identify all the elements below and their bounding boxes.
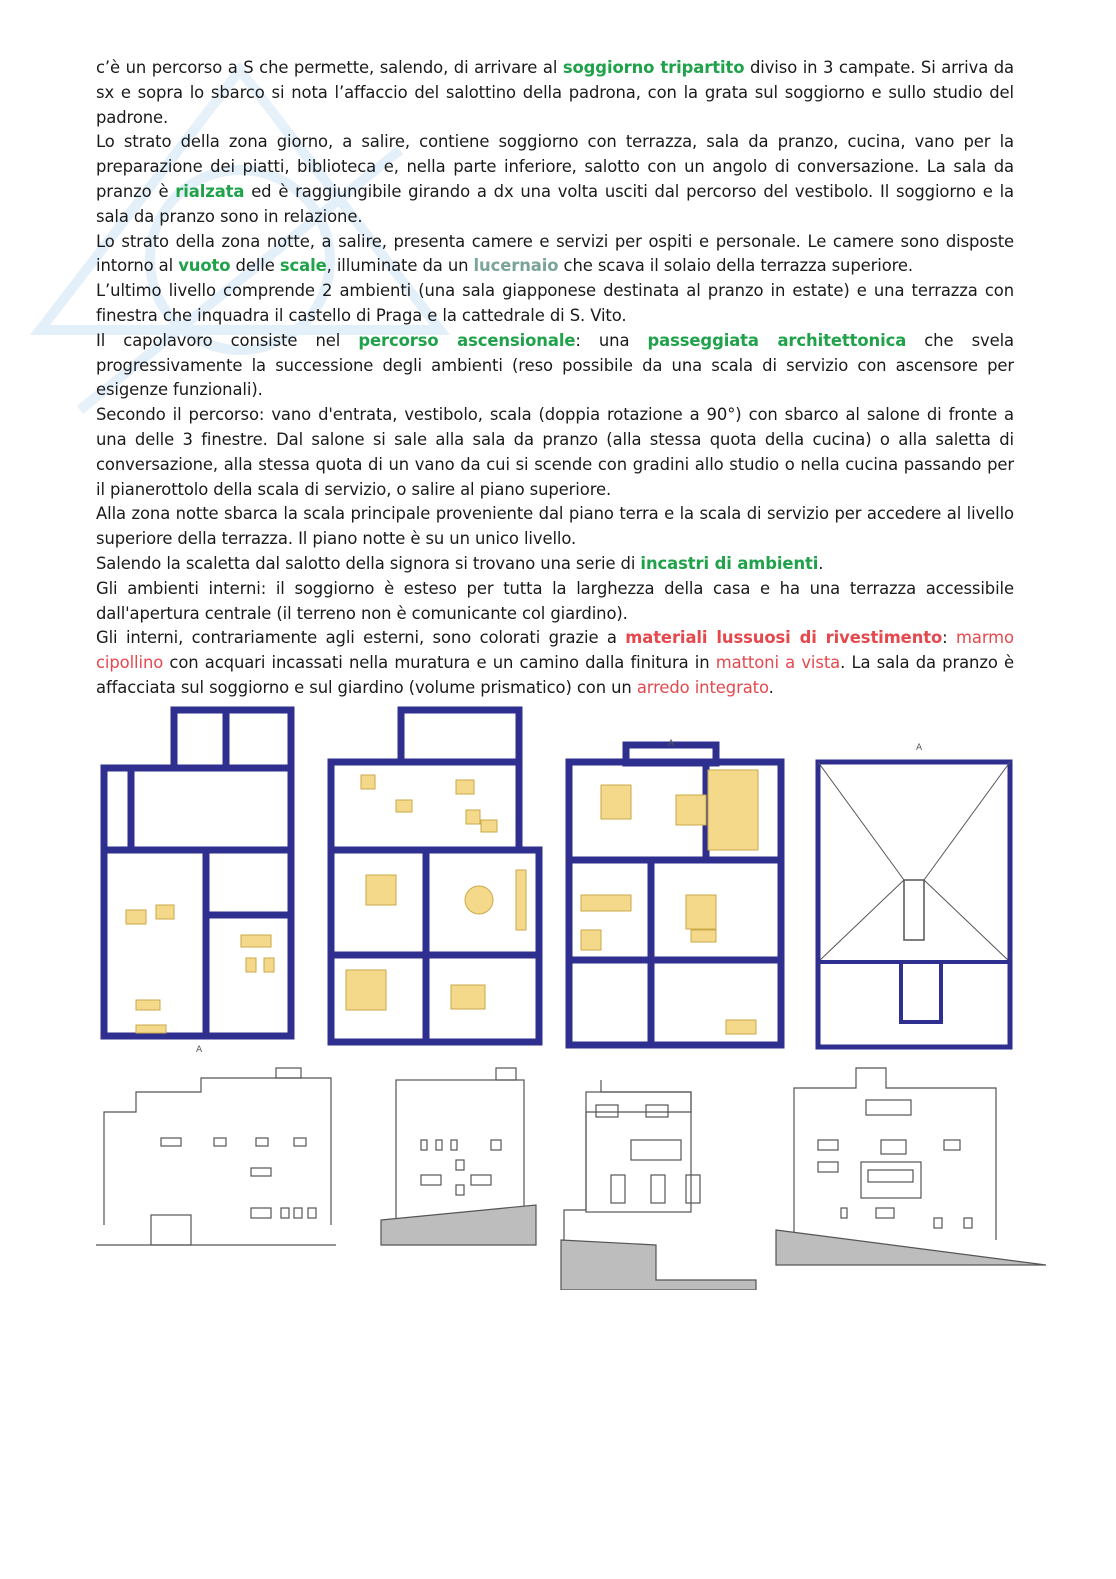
highlighted-term: incastri di ambienti [640, 553, 819, 573]
highlighted-term: percorso a S [151, 58, 254, 77]
text-run: Lo [96, 132, 124, 152]
plan-ground-floor [104, 710, 291, 1036]
text-run: con finestra che inquadra il castello di Praga e la cattedrale di S. Vito. [96, 281, 1014, 325]
text-run: con acquari incassati nella muratura e un camino dalla finitura in [163, 653, 716, 673]
text-run: diviso in 3 campate. Si arriva da sx e sopra lo sbarco si nota l’affaccio del salottino della padrona, con la grata sul soggiorno e sullo studio del padrone. [96, 58, 1014, 127]
highlighted-term: svela progressivamente la successione degli ambienti [96, 330, 1014, 375]
plan-marker-1: A [196, 1045, 203, 1055]
text-run: , a salire, presenta camere e servizi per ospiti e personale. Le camere sono disposte intorno al [96, 231, 1015, 276]
highlighted-term: colorati [479, 628, 541, 648]
highlighted-term: strato della zona notte [121, 231, 310, 251]
plan-living-floor-furniture [346, 775, 526, 1010]
highlighted-term: ultimo livello [110, 281, 216, 301]
highlighted-term: rialzata [175, 181, 245, 201]
text-run: grazie a [540, 628, 626, 648]
elevation-4 [776, 1068, 1046, 1265]
text-run: L’ [96, 281, 111, 301]
highlighted-term: marmo cipollino [96, 628, 1014, 673]
elevation-1 [96, 1068, 336, 1245]
highlighted-term: arredo integrato [636, 677, 769, 697]
text-run: . [818, 553, 824, 573]
paragraph [96, 552, 1014, 577]
paragraph [96, 130, 1014, 229]
highlighted-term: scale [279, 256, 327, 276]
text-run: Salendo la scaletta dal salotto della signora si trovano una serie di [96, 553, 641, 573]
text-run: Secondo il percorso: vano d'entrata, vestibolo, scala (doppia rotazione a 90°) con sbarco al salone di fronte a una delle 3 finestre. Dal salone si sale alla sala da pranzo (alla stessa quota della cucina) o alla saletta di conversazione, alla stessa quota di un vano da cui si scende con gradini allo studio o nella cucina passando per il pianerottolo della scala di servizio, o salire al piano superiore. [96, 405, 1014, 499]
plan-marker-3: A [916, 743, 923, 753]
plan-ground-floor-furniture [126, 905, 274, 1033]
body-text [96, 56, 1014, 701]
plan-roof-terrace [818, 762, 1010, 1047]
highlighted-term: vuoto [178, 256, 231, 276]
paragraph [96, 230, 1014, 280]
floor-plans-and-elevations [96, 700, 1046, 1290]
text-run: (reso possibile da una scala di servizio con ascensore per esigenze funzionali). [96, 355, 1014, 400]
text-run: . [768, 677, 774, 697]
highlighted-term: percorso ascensionale [358, 330, 576, 350]
highlighted-term: lucernaio [473, 256, 559, 276]
highlighted-term: passeggiata architettonica [647, 330, 907, 350]
plan-marker-2: A [668, 739, 675, 749]
text-run: : una [575, 330, 648, 350]
paragraph [96, 279, 1014, 329]
text-run: è [151, 181, 176, 201]
elevation-3 [561, 1080, 756, 1290]
paragraph [96, 577, 1014, 627]
text-run: che scava il solaio della terrazza superiore. [558, 256, 914, 276]
paragraph [96, 502, 1014, 552]
text-run: : il soggiorno è esteso per tutta la larghezza della casa e ha una terrazza accessibile dall'apertura centrale (il terreno non è comunicante col giardino). [96, 578, 1014, 623]
text-run: che [906, 330, 972, 350]
highlighted-term: delle [235, 256, 275, 276]
text-run: Lo [96, 231, 122, 251]
text-run: , illuminate da un [326, 256, 474, 276]
highlighted-term: materiali lussuosi di rivestimento [625, 628, 943, 648]
text-run: . La sala da pranzo è affacciata sul soggiorno e sul giardino (volume prismatico) con un [96, 653, 1015, 697]
text-run: Gli [96, 578, 128, 598]
plan-night-floor-furniture [581, 770, 758, 1034]
text-run: che permette, salendo, di arrivare al [253, 58, 563, 77]
text-run: c’è un [96, 58, 152, 77]
text-run: , a salire, contiene soggiorno con terrazza, sala da pranzo, cucina, vano per la preparazione dei piatti, biblioteca e, nella parte inferiore, salotto con un angolo di conversazione. La [96, 132, 1014, 177]
highlighted-term: terrazza [911, 281, 978, 301]
highlighted-term: mattoni a vista [715, 653, 841, 673]
highlighted-term: ambienti interni [127, 578, 261, 598]
highlighted-term: sala da pranzo [96, 157, 1015, 201]
paragraph [96, 626, 1014, 700]
paragraph [96, 56, 1014, 130]
highlighted-term: soggiorno tripartito [562, 58, 745, 77]
text-run: Alla zona notte sbarca la scala principale proveniente dal piano terra e la scala di servizio per accedere al livello superiore della terrazza. Il piano notte è su un unico livello. [96, 504, 1014, 549]
text-run: comprende 2 ambienti (una sala giapponese destinata al pranzo in estate) e una [215, 281, 912, 301]
highlighted-term: strato della zona giorno [123, 132, 328, 152]
paragraph [96, 329, 1014, 403]
text-run: : [942, 628, 957, 648]
text-run: ed è raggiungibile girando a dx una volta usciti dal percorso del vestibolo. Il soggiorno e la sala da pranzo sono in relazione. [96, 181, 1014, 226]
text-run: Gli interni, contrariamente agli esterni, sono [96, 628, 480, 648]
text-run: Il capolavoro consiste nel [96, 330, 359, 350]
paragraph [96, 403, 1014, 502]
elevation-2 [381, 1068, 536, 1245]
